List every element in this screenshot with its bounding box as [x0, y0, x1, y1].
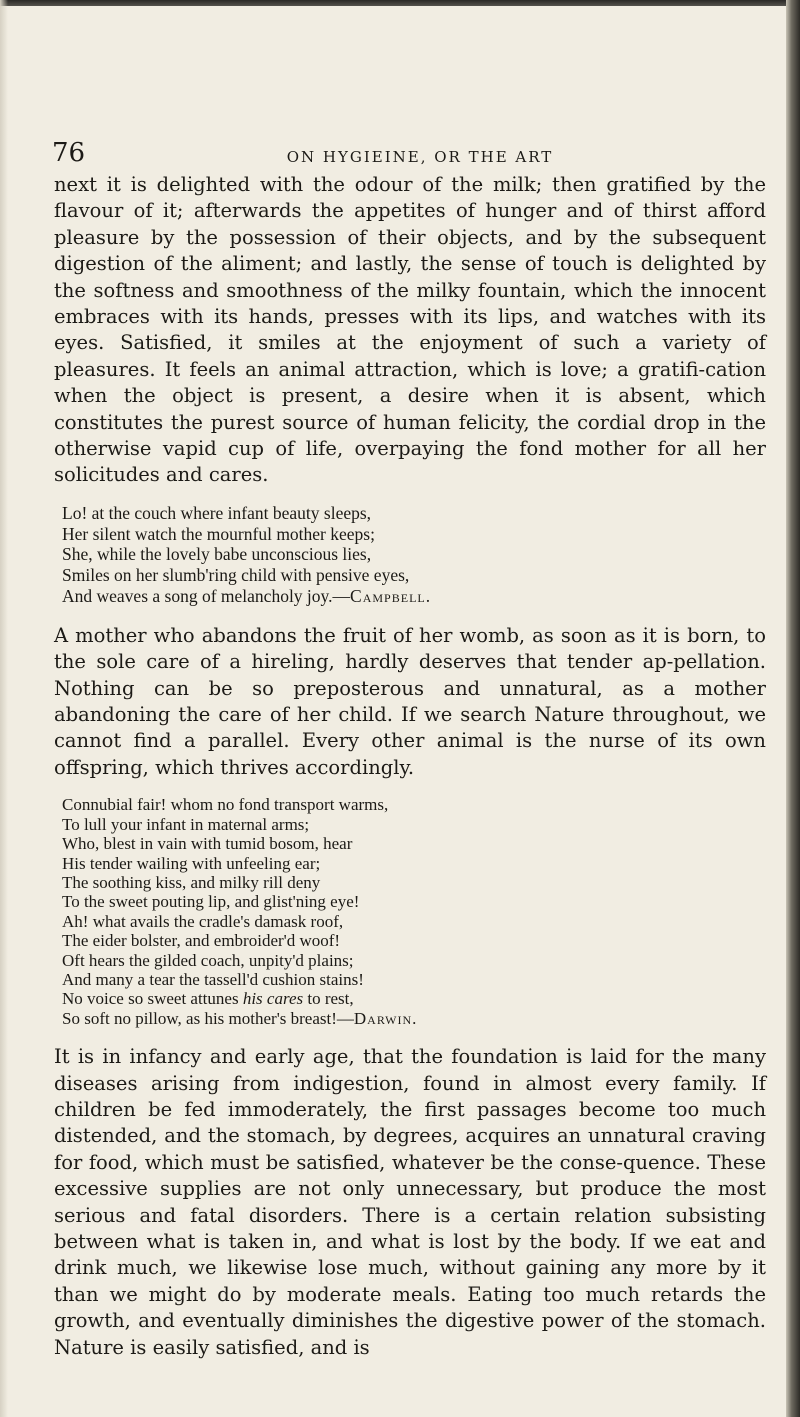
verse-line: His tender wailing with unfeeling ear; — [62, 853, 321, 873]
verse-line: Who, blest in vain with tumid bosom, hear — [62, 834, 353, 854]
verse-line: Smiles on her slumb'ring child with pensive eyes, — [62, 565, 410, 586]
verse-line: Oft hears the gilded coach, unpity'd plains; — [62, 950, 354, 970]
page-body — [54, 172, 766, 1361]
scan-left-shadow — [0, 0, 8, 1417]
verse-campbell — [62, 503, 766, 607]
verse-line: Her silent watch the mournful mother keeps; — [62, 523, 375, 544]
verse-attribution: Campbell. — [350, 586, 432, 607]
verse-line: The eider bolster, and embroider'd woof! — [62, 931, 341, 951]
verse-line-last: And weaves a song of melancholy joy.—Campbell. — [62, 586, 432, 607]
verse-line-italic: No voice so sweet attunes his cares to rest, — [62, 989, 354, 1009]
page-number: 76 — [52, 138, 86, 168]
verse-line: The soothing kiss, and milky rill deny — [62, 872, 321, 892]
verse-line: To the sweet pouting lip, and glist'ning eye! — [62, 892, 360, 912]
paragraph-2: A mother who abandons the fruit of her womb, as soon as it is born, to the sole care of a hireling, hardly deserves that tender ap-pellation. Nothing can be so preposterous and unnatural, as a mother abandoning the care of her child. If we search Nature throughout, we cannot find a parallel. Every other animal is the nurse of its own offspring, which thrives accordingly. — [54, 623, 766, 779]
paragraph-3: It is in infancy and early age, that the foundation is laid for the many diseases arising from indigestion, found in almost every family. If children be fed immoderately, the first passages become too much distended, and the stomach, by degrees, acquires an unnatural craving for food, which must be satisfied, whatever be the conse-quence. These excessive supplies are not only unnecessary, but produce the most serious and fatal disorders. There is a certain relation subsisting between what is taken in, and what is lost by the body. If we eat and drink much, we likewise lose much, without gaining any more by it than we might do by moderate meals. Eating too much retards the growth, and eventually diminishes the digestive power of the stomach. Nature is easily satisfied, and is — [54, 1045, 766, 1359]
running-title: ON HYGIEINE, OR THE ART — [286, 148, 554, 166]
verse-line: Connubial fair! whom no fond transport warms, — [62, 795, 389, 815]
verse-line: Ah! what avails the cradle's damask roof, — [62, 911, 344, 931]
verse-line: She, while the lovely babe unconscious lies, — [62, 544, 372, 565]
verse-attribution: Darwin. — [353, 1008, 418, 1028]
verse-line: To lull your infant in maternal arms; — [62, 814, 310, 834]
italic-phrase: his cares — [242, 989, 304, 1009]
verse-line: Lo! at the couch where infant beauty sleeps, — [62, 502, 372, 523]
scan-right-edge — [786, 0, 800, 1417]
verse-line-last: So soft no pillow, as his mother's breast!—Darwin. — [62, 1008, 418, 1028]
verse-darwin — [62, 795, 766, 1028]
paragraph-1: next it is delighted with the odour of the milk; then gratified by the flavour of it; afterwards the appetites of hunger and of thirst afford pleasure by the possession of their objects, and by the subsequent digestion of the aliment; and lastly, the sense of touch is delighted by the softness and smoothness of the milky fountain, which the innocent embraces with its hands, presses with its lips, and watches with its eyes. Satisfied, it smiles at the enjoyment of such a variety of pleasures. It feels an animal attraction, which is love; a gratifi-cation when the object is present, a desire when it is absent, which constitutes the purest source of human felicity, the cordial drop in the otherwise vapid cup of life, overpaying the fond mother for all her solicitudes and cares. — [54, 173, 766, 487]
scan-top-edge — [0, 0, 800, 6]
verse-line: And many a tear the tassell'd cushion stains! — [62, 969, 364, 989]
